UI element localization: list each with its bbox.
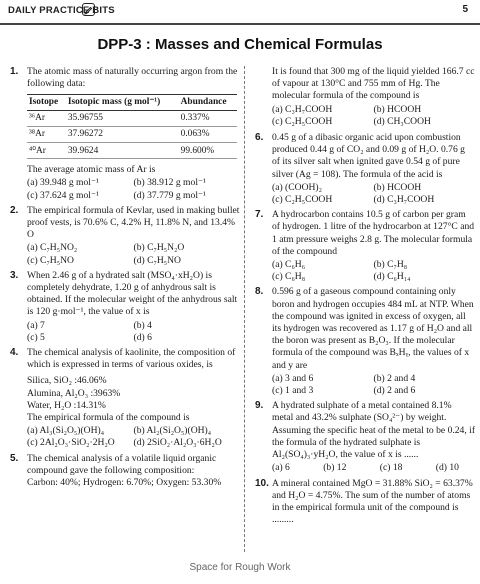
question-text: The chemical analysis of kaolinite, the composition of which is expressed in terms of various oxides, is	[27, 347, 236, 371]
options-grid	[272, 259, 475, 283]
options-grid	[272, 182, 475, 206]
question-number: 4.	[10, 347, 19, 359]
option: (b) C₇H₈	[373, 259, 408, 271]
option: (a) C₆H₆	[272, 259, 306, 271]
table-cell: 0.337%	[179, 110, 237, 126]
question-stem: The average atomic mass of Ar is	[27, 164, 156, 176]
question-7	[253, 209, 475, 283]
option: (c) C₇H₅NO	[27, 254, 74, 266]
question-text: The empirical formula of Kevlar, used in making bullet proof vests, is 70.6% C, 4.2% H, 11.8% N, and 13.4% O	[27, 204, 240, 241]
option: (a) 6	[272, 462, 290, 474]
composition-line: Silica, SiO₂ :46.06%	[27, 375, 107, 387]
option: (a) (COOH)₂	[272, 181, 322, 193]
question-text: When 2.46 g of a hydrated salt (MSO₄·xH₂O) is completely dehydrate, 1.20 g of anhydrous salt is obtained. If the molecular weight of the anhydrous salt is 120 g·mol⁻¹, the value of x is	[27, 269, 238, 318]
options-grid	[27, 177, 240, 201]
option: (d) C₆H₁₄	[373, 271, 411, 283]
question-5-continued	[253, 66, 475, 128]
option: (d) 2 and 6	[373, 385, 416, 397]
option: (d) C₇H₅NO	[133, 254, 181, 266]
question-stem: The empirical formula of the compound is	[27, 412, 190, 424]
composition-line: Carbon: 40%; Hydrogen: 6.70%; Oxygen: 53.30%	[27, 477, 222, 489]
question-number: 7.	[255, 209, 264, 221]
question-9	[253, 400, 475, 474]
question-6	[253, 132, 475, 206]
question-text: A hydrocarbon contains 10.5 g of carbon per gram of hydrogen. 1 litre of the hydrocarbon at 127°C and 1 atm pressure weighs 2.8 g. The molecular formula of the compound	[272, 209, 475, 257]
question-text: The chemical analysis of a volatile liquid organic compound gave the following composition:	[27, 452, 217, 476]
table-cell: ³⁸Ar	[27, 126, 66, 142]
options-grid	[27, 425, 240, 449]
option: (a) C₇H₅NO₂	[27, 242, 78, 254]
option: (a) C₃H₇COOH	[272, 103, 333, 115]
options-grid	[27, 320, 240, 344]
option: (c) C₂H₅COOH	[272, 115, 333, 127]
question-number: 6.	[255, 132, 264, 144]
question-2	[8, 205, 240, 267]
question-number: 9.	[255, 400, 264, 412]
table-row	[27, 110, 237, 126]
question-text: 0.596 g of a gaseous compound containing only boron and hydrogen occupies 484 mL at NTP. When the compound was ignited in excess of oxygen, all its hydrogen was recovered as 1.17 g of H₂O and all the boron was present as B₂O₃. If the molecular formula of the compound was BₓHᵧ, the values of x and y are	[272, 286, 474, 371]
table-header-row	[27, 95, 237, 110]
option: (b) 4	[133, 319, 152, 331]
page-number: 5	[462, 4, 468, 15]
question-number: 5.	[10, 452, 19, 464]
column-divider	[244, 66, 245, 552]
option: (d) C₃H₇COOH	[373, 194, 435, 206]
page-title: DPP-3 : Masses and Chemical Formulas	[97, 36, 383, 53]
table-row	[27, 143, 237, 159]
option: (a) 3 and 6	[272, 372, 314, 384]
question-number: 1.	[10, 66, 19, 77]
question-4	[8, 347, 240, 450]
question-3	[8, 270, 240, 344]
table-cell: 39.9624	[66, 143, 179, 159]
option: (c) 37.624 g mol⁻¹	[27, 189, 99, 201]
option: (d) 10	[435, 462, 459, 474]
right-column	[253, 66, 475, 529]
question-text: 0.45 g of a dibasic organic acid upon combustion produced 0.44 g of CO₂ and 0.09 g of H₂O. 0.76 g of its silver salt when ignited gave 0.54 g of pure silver (Ag = 108). The formula of the acid is	[272, 132, 465, 180]
options-grid	[27, 242, 240, 266]
pencil-box-icon	[82, 3, 95, 16]
question-text: A mineral contained MgO = 31.88% SiO₂ = 63.37% and H₂O = 4.75%. The sum of the number of atoms in the empirical formula unit of the compound is .........	[272, 477, 473, 526]
option: (b) C₇H₅N₂O	[133, 242, 185, 254]
option: (d) 37.779 g mol⁻¹	[133, 189, 206, 201]
option: (a) 39.948 g mol⁻¹	[27, 177, 99, 189]
brand-label: DAILY PRACTICE BITS	[8, 5, 115, 16]
composition-line: Alumina, Al₂O₃ :3963%	[27, 387, 121, 399]
option: (b) 2 and 4	[373, 372, 416, 384]
table-cell: 0.063%	[179, 126, 237, 142]
question-number: 10.	[255, 477, 269, 489]
rough-work-footer: Space for Rough Work	[189, 562, 291, 573]
question-text: A hydrated sulphate of a metal contained 8.1% metal and 43.2% sulphate (SO₄²⁻) by weight. Assuming the specific heat of the metal to be 0.24, if the formula of the hydrated sulphate is Al₂(SO₄)₃·yH₂O, the value of x is ......	[272, 400, 476, 461]
option: (b) HCOOH	[373, 103, 422, 115]
question-8	[253, 286, 475, 397]
table-cell: 35.96755	[66, 110, 179, 126]
option: (c) C₆H₈	[272, 271, 306, 283]
question-number: 3.	[10, 269, 19, 281]
option: (d) 2SiO₂·Al₂O₃·6H₂O	[133, 437, 222, 449]
option: (c) 18	[379, 462, 403, 474]
question-number: 2.	[10, 204, 19, 216]
composition-line: Water, H₂O :14.31%	[27, 399, 106, 411]
option: (d) 6	[133, 331, 152, 343]
option: (c) 5	[27, 331, 45, 343]
question-5	[8, 453, 240, 490]
option: (a) 7	[27, 319, 45, 331]
question-10	[253, 478, 475, 527]
table-header: Abundance	[179, 95, 237, 110]
options-row	[272, 462, 475, 474]
options-grid	[272, 104, 475, 128]
option: (c) C₂H₅COOH	[272, 194, 333, 206]
question-number: 8.	[255, 286, 264, 298]
question-text: The atomic mass of naturally occurring argon from the following data:	[27, 66, 238, 90]
header-rule	[0, 23, 480, 25]
option: (b) 38.912 g mol⁻¹	[133, 177, 206, 189]
option: (c) 1 and 3	[272, 385, 314, 397]
option: (d) CH₃COOH	[373, 115, 431, 127]
option: (a) Al₃(Si₂O₅)(OH)₄	[27, 425, 105, 437]
question-text: It is found that 300 mg of the liquid yielded 166.7 cc of vapour at 130°C and 755 mm of Hg. The molecular formula of the compound is	[272, 66, 475, 102]
table-cell: ⁴⁰Ar	[27, 143, 66, 159]
table-cell: ³⁶Ar	[27, 110, 66, 126]
isotope-table	[27, 94, 237, 159]
table-header: Isotopic mass (g mol⁻¹)	[66, 95, 179, 110]
question-1	[8, 66, 240, 202]
left-column	[8, 66, 240, 492]
table-cell: 37.96272	[66, 126, 179, 142]
options-grid	[272, 373, 475, 397]
table-row	[27, 126, 237, 142]
table-cell: 99.600%	[179, 143, 237, 159]
page-header	[0, 0, 480, 24]
table-header: Isotope	[27, 95, 66, 110]
option: (b) 12	[323, 462, 347, 474]
option: (c) 2Al₂O₃·SiO₂·2H₂O	[27, 437, 115, 449]
option: (b) HCOOH	[373, 181, 422, 193]
option: (b) Al₂(Si₂O₅)(OH)₄	[133, 425, 212, 437]
